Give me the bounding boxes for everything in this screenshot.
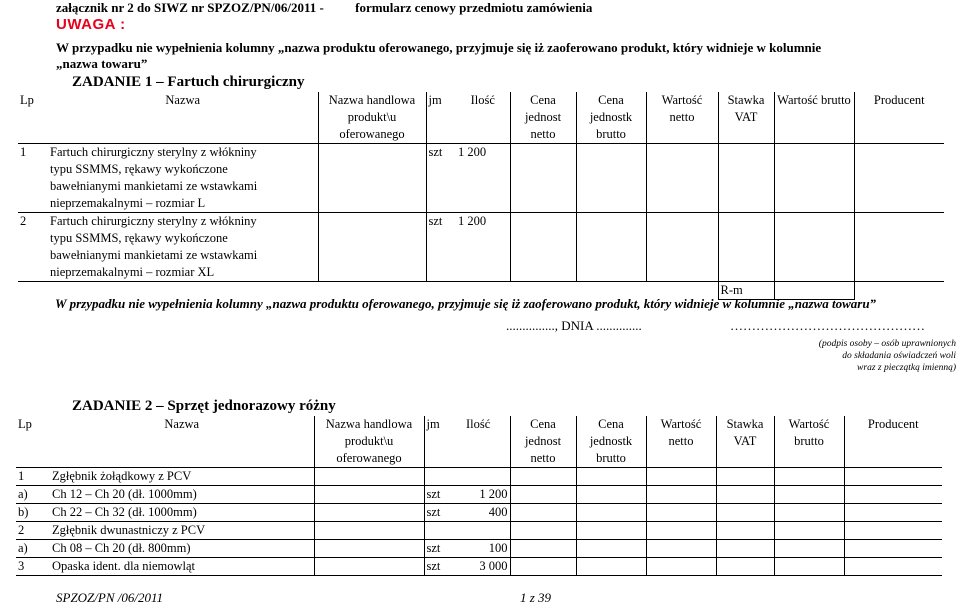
table-row: 2 Fartuch chirurgiczny sterylny z włókniny typu SSMMS, rękawy wykończone bawełnianymi mankietami ze wstawkami nieprzemakalnymi – rozmiar XL szt 1 200 xyxy=(18,213,944,282)
row-producer xyxy=(844,486,942,504)
col-qty: Ilość xyxy=(470,93,495,107)
col-producer: Producent xyxy=(854,92,944,144)
warning-line-1: W przypadku nie wypełnienia kolumny „nazwa produktu oferowanego, przyjmuje się iż zaoferowano produkt, który widnieje w kolumnie xyxy=(56,40,822,55)
col-producer: Producent xyxy=(844,416,942,468)
row-value-net xyxy=(646,540,716,558)
row-qty xyxy=(464,522,510,540)
row-value-gross xyxy=(774,504,844,522)
note-text: W przypadku nie wypełnienia kolumny „nazwa produktu oferowanego, przyjmuje się iż zaoferowano produkt, który widnieje w kolumnie „nazwa towaru” xyxy=(55,296,877,311)
col-unit: jm xyxy=(424,416,464,468)
table-row xyxy=(16,504,942,522)
row-value-net xyxy=(646,504,716,522)
row-unit: szt xyxy=(424,504,464,522)
col-lp: Lp xyxy=(18,417,32,431)
task2-header-row xyxy=(16,416,942,468)
row-unit-net xyxy=(510,468,576,486)
row-unit: szt xyxy=(424,486,464,504)
row-unit-gross xyxy=(576,486,646,504)
table-row xyxy=(16,522,942,540)
table-row xyxy=(16,540,942,558)
row-vat xyxy=(716,540,774,558)
row-vat xyxy=(716,486,774,504)
row-value-net xyxy=(646,486,716,504)
row-unit-net xyxy=(510,558,576,576)
row-qty: 100 xyxy=(464,540,510,558)
row-producer xyxy=(844,540,942,558)
row-unit-net xyxy=(510,522,576,540)
row-unit-gross xyxy=(576,504,646,522)
row-trade-name xyxy=(314,522,424,540)
row-value-net xyxy=(646,558,716,576)
row-name: Ch 22 – Ch 32 (dł. 1000mm) xyxy=(50,504,314,522)
row-lp: a) xyxy=(16,540,50,558)
row-unit-net xyxy=(510,540,576,558)
row-trade-name xyxy=(314,558,424,576)
row-unit: szt xyxy=(424,540,464,558)
col-unit-gross: Cena jednostk brutto xyxy=(576,92,646,144)
row-producer xyxy=(844,468,942,486)
signature-caption: (podpis osoby – osób uprawnionych do składania oświadczeń woli wraz z pieczątką imienną) xyxy=(818,339,956,373)
row-trade-name xyxy=(314,540,424,558)
row-producer xyxy=(844,522,942,540)
attachment-ref: załącznik nr 2 do SIWZ nr SPZOZ/PN/06/2011 - xyxy=(56,0,324,15)
table-row xyxy=(16,486,942,504)
row-unit-gross xyxy=(576,468,646,486)
row-lp: 2 xyxy=(16,522,50,540)
task2-table xyxy=(16,416,942,576)
row-value-gross xyxy=(774,468,844,486)
task2-title: ZADANIE 2 – Sprzęt jednorazowy różny xyxy=(72,398,336,414)
row-value-net xyxy=(646,468,716,486)
row-unit-gross xyxy=(576,558,646,576)
row-qty: 3 000 xyxy=(464,558,510,576)
row-producer xyxy=(844,558,942,576)
task1-table xyxy=(18,92,944,300)
col-unit: jm xyxy=(426,92,456,144)
table-row xyxy=(16,468,942,486)
row-unit xyxy=(424,468,464,486)
row-unit-gross xyxy=(576,540,646,558)
col-unit-gross: Cena jednostk brutto xyxy=(576,416,646,468)
row-lp: 3 xyxy=(16,558,50,576)
col-value-net: Wartość netto xyxy=(646,416,716,468)
document-header xyxy=(56,0,592,16)
row-value-gross xyxy=(774,558,844,576)
col-trade-name: Nazwa handlowa produkt\u oferowanego xyxy=(318,92,426,144)
row-producer xyxy=(844,504,942,522)
task1-header-row xyxy=(18,92,944,144)
row-name: Zgłębnik żołądkowy z PCV xyxy=(50,468,314,486)
row-unit-net xyxy=(510,486,576,504)
col-trade-name: Nazwa handlowa produkt\u oferowanego xyxy=(314,416,424,468)
row-name: Fartuch chirurgiczny sterylny z włókniny typu SSMMS, rękawy wykończone bawełnianymi mankietami ze wstawkami nieprzemakalnymi – rozmiar L xyxy=(48,144,318,213)
warning-label: UWAGA : xyxy=(56,16,126,33)
col-value-gross: Wartość brutto xyxy=(774,92,854,144)
rm-label: R-m xyxy=(718,282,774,300)
row-name: Ch 08 – Ch 20 (dł. 800mm) xyxy=(50,540,314,558)
row-qty: 1 200 xyxy=(464,486,510,504)
row-unit: szt xyxy=(424,558,464,576)
form-title: formularz cenowy przedmiotu zamówienia xyxy=(355,0,593,15)
row-vat xyxy=(716,468,774,486)
row-value-net xyxy=(646,522,716,540)
footer-doc: SPZOZ/PN /06/2011 xyxy=(56,590,164,605)
row-vat xyxy=(716,558,774,576)
row-lp: 1 xyxy=(16,468,50,486)
table-row xyxy=(16,558,942,576)
col-lp: Lp xyxy=(20,93,34,107)
col-value-gross: Wartość brutto xyxy=(774,416,844,468)
row-value-gross xyxy=(774,522,844,540)
row-qty: 400 xyxy=(464,504,510,522)
row-unit xyxy=(424,522,464,540)
signature-line: ……………………………………… xyxy=(730,318,925,333)
col-unit-net: Cena jednost netto xyxy=(510,92,576,144)
row-value-gross xyxy=(774,486,844,504)
row-vat xyxy=(716,504,774,522)
warning-line-2: „nazwa towaru” xyxy=(56,56,148,71)
row-value-gross xyxy=(774,540,844,558)
row-unit-gross xyxy=(576,522,646,540)
row-name: Opaska ident. dla niemowląt xyxy=(50,558,314,576)
col-qty: Ilość xyxy=(466,417,491,431)
col-name: Nazwa xyxy=(164,417,200,431)
row-trade-name xyxy=(314,504,424,522)
page-number: 1 z 39 xyxy=(520,590,552,605)
row-unit-net xyxy=(510,504,576,522)
row-trade-name xyxy=(314,486,424,504)
row-name: Zgłębnik dwunastniczy z PCV xyxy=(50,522,314,540)
col-vat: Stawka VAT xyxy=(716,416,774,468)
col-unit-net: Cena jednost netto xyxy=(510,416,576,468)
col-value-net: Wartość netto xyxy=(646,92,718,144)
row-name: Fartuch chirurgiczny sterylny z włókniny typu SSMMS, rękawy wykończone bawełnianymi mankietami ze wstawkami nieprzemakalnymi – rozmiar XL xyxy=(48,213,318,282)
row-name: Ch 12 – Ch 20 (dł. 1000mm) xyxy=(50,486,314,504)
task1-title: ZADANIE 1 – Fartuch chirurgiczny xyxy=(72,74,305,90)
col-name: Nazwa xyxy=(165,93,201,107)
table-row: 1 Fartuch chirurgiczny sterylny z włókniny typu SSMMS, rękawy wykończone bawełnianymi mankietami ze wstawkami nieprzemakalnymi – rozmiar L szt 1 200 xyxy=(18,144,944,213)
row-trade-name xyxy=(314,468,424,486)
place-date: ..............., DNIA .............. xyxy=(506,318,642,333)
row-qty xyxy=(464,468,510,486)
row-vat xyxy=(716,522,774,540)
row-lp: a) xyxy=(16,486,50,504)
col-vat: Stawka VAT xyxy=(718,92,774,144)
row-lp: b) xyxy=(16,504,50,522)
